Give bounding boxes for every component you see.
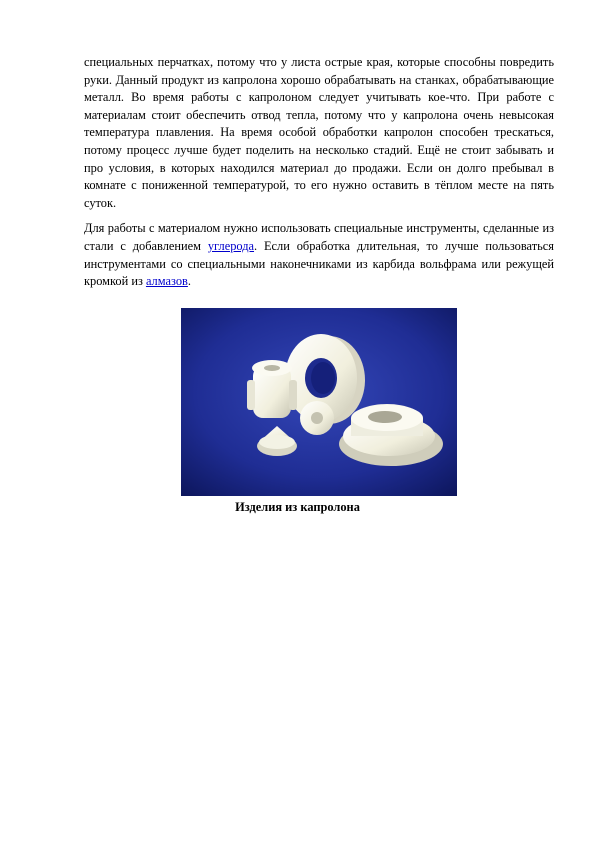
paragraph-2-part-3: . (187, 274, 191, 289)
paragraph-2 (84, 220, 554, 290)
paragraph-2-part-2: . Если обработка длительная, то лучше пользоваться инструментами со специальными наконечниками из карбида вольфрама или режущей кромкой из (84, 238, 554, 289)
figure-caption: Изделия из капролона (235, 500, 360, 514)
paragraph-1: специальных перчатках, потому что у листа острые края, которые способны повредить руки. Данный продукт из капролона хорошо обрабатывать на станках, обрабатывающие металл. Во время работы с капролоном следует учитывать кое-что. При работе с материалам стоит обеспечить отвод тепла, потому что у капролона очень невысокая температура плавления. На время особой обработки капролон способен трескаться, потому процесс лучше будет поделить на несколько стадий. Ещё не стоит забывать и про условия, в которых находился материал до продажи. Если он долго пребывал в комнате с пониженной температурой, то его нужно оставить в тёплом месте на пять суток. (84, 55, 554, 210)
diamonds-link[interactable]: алмазов (145, 274, 188, 289)
paragraph-2-part-1: Для работы с материалом нужно использовать специальные инструменты, сделанные из стали с добавлением (84, 221, 554, 253)
carbon-link[interactable]: углерода (207, 238, 255, 253)
body-text (84, 54, 554, 299)
caprolon-products-photo (181, 308, 457, 496)
